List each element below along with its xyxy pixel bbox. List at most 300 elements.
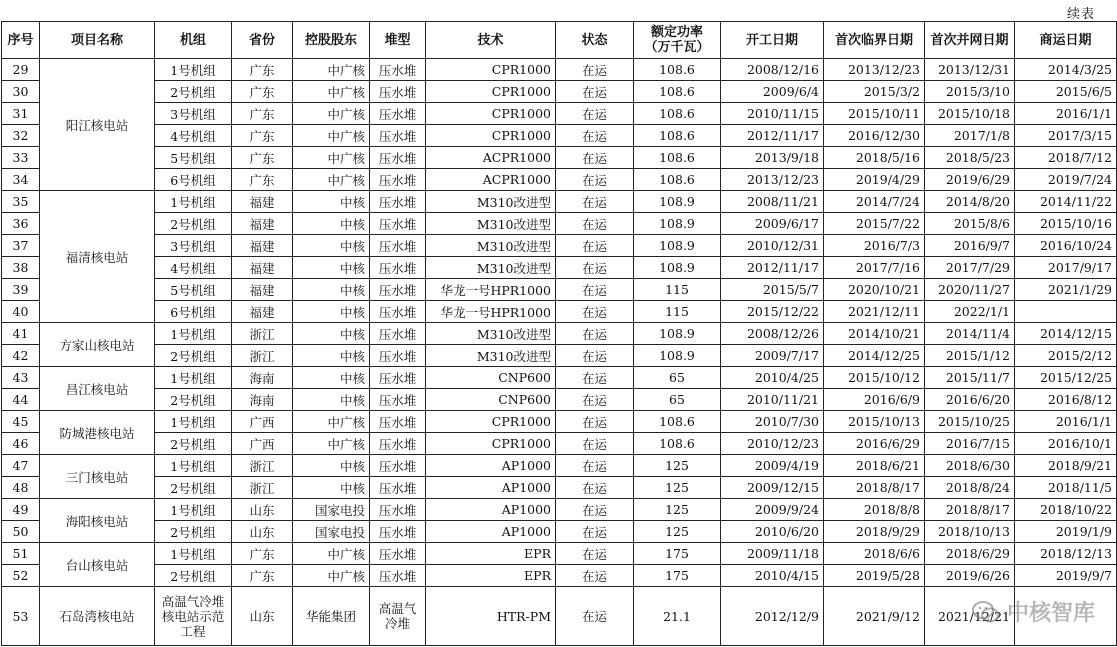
cell-critical: 2013/12/23 bbox=[824, 59, 925, 81]
cell-status: 在运 bbox=[556, 257, 634, 279]
cell-unit: 1号机组 bbox=[155, 59, 232, 81]
table-row bbox=[2, 301, 1117, 323]
header-reactor: 堆型 bbox=[370, 22, 426, 59]
cell-unit: 2号机组 bbox=[155, 521, 232, 543]
cell-no: 51 bbox=[2, 543, 40, 565]
header-project: 项目名称 bbox=[40, 22, 155, 59]
cell-start: 2010/11/15 bbox=[721, 103, 824, 125]
cell-no: 52 bbox=[2, 565, 40, 587]
cell-no: 30 bbox=[2, 81, 40, 103]
cell-status: 在运 bbox=[556, 191, 634, 213]
cell-commercial: 2015/6/5 bbox=[1015, 81, 1117, 103]
cell-unit: 2号机组 bbox=[155, 81, 232, 103]
cell-holding: 中广核 bbox=[293, 169, 370, 191]
table-row bbox=[2, 169, 1117, 191]
table-row bbox=[2, 565, 1117, 587]
cell-status: 在运 bbox=[556, 169, 634, 191]
cell-holding: 国家电投 bbox=[293, 521, 370, 543]
cell-no: 39 bbox=[2, 279, 40, 301]
header-power-line2: （万千瓦） bbox=[644, 40, 710, 55]
cell-grid: 2018/8/17 bbox=[925, 499, 1015, 521]
cell-grid: 2018/5/23 bbox=[925, 147, 1015, 169]
cell-holding: 中核 bbox=[293, 455, 370, 477]
cell-unit: 2号机组 bbox=[155, 433, 232, 455]
cell-status: 在运 bbox=[556, 389, 634, 411]
cell-start: 2009/12/15 bbox=[721, 477, 824, 499]
cell-unit: 4号机组 bbox=[155, 257, 232, 279]
cell-unit: 6号机组 bbox=[155, 169, 232, 191]
watermark bbox=[971, 596, 1095, 627]
cell-project: 防城港核电站 bbox=[40, 411, 155, 455]
cell-tech: AP1000 bbox=[426, 499, 556, 521]
cell-start: 2013/12/23 bbox=[721, 169, 824, 191]
cell-unit: 6号机组 bbox=[155, 301, 232, 323]
table-row bbox=[2, 323, 1117, 345]
cell-holding: 华能集团 bbox=[293, 587, 370, 646]
cell-critical: 2014/7/24 bbox=[824, 191, 925, 213]
cell-grid: 2017/7/29 bbox=[925, 257, 1015, 279]
cell-grid: 2022/1/1 bbox=[925, 301, 1015, 323]
cell-commercial: 2019/9/7 bbox=[1015, 565, 1117, 587]
cell-power: 125 bbox=[634, 521, 721, 543]
cell-commercial: 2014/3/25 bbox=[1015, 59, 1117, 81]
cell-tech: 华龙一号HPR1000 bbox=[426, 301, 556, 323]
cell-tech: CPR1000 bbox=[426, 103, 556, 125]
cell-holding: 中核 bbox=[293, 367, 370, 389]
cell-unit: 1号机组 bbox=[155, 191, 232, 213]
cell-start: 2010/6/20 bbox=[721, 521, 824, 543]
header-province: 省份 bbox=[232, 22, 293, 59]
cell-reactor: 压水堆 bbox=[370, 301, 426, 323]
cell-status: 在运 bbox=[556, 499, 634, 521]
cell-start: 2012/11/17 bbox=[721, 257, 824, 279]
cell-commercial: 2018/10/22 bbox=[1015, 499, 1117, 521]
cell-province: 广西 bbox=[232, 411, 293, 433]
cell-critical: 2015/10/11 bbox=[824, 103, 925, 125]
cell-status: 在运 bbox=[556, 125, 634, 147]
cell-power: 108.9 bbox=[634, 213, 721, 235]
table-row bbox=[2, 477, 1117, 499]
cell-power: 125 bbox=[634, 477, 721, 499]
cell-reactor: 压水堆 bbox=[370, 81, 426, 103]
cell-status: 在运 bbox=[556, 103, 634, 125]
cell-province: 福建 bbox=[232, 279, 293, 301]
cell-no: 36 bbox=[2, 213, 40, 235]
cell-start: 2010/12/23 bbox=[721, 433, 824, 455]
cell-power: 108.6 bbox=[634, 433, 721, 455]
cell-commercial: 2015/2/12 bbox=[1015, 345, 1117, 367]
cell-project: 福清核电站 bbox=[40, 191, 155, 323]
cell-status: 在运 bbox=[556, 367, 634, 389]
cell-commercial: 2018/11/5 bbox=[1015, 477, 1117, 499]
cell-start: 2009/6/17 bbox=[721, 213, 824, 235]
cell-start: 2009/11/18 bbox=[721, 543, 824, 565]
cell-status: 在运 bbox=[556, 81, 634, 103]
cell-reactor: 压水堆 bbox=[370, 257, 426, 279]
cell-start: 2008/11/21 bbox=[721, 191, 824, 213]
cell-critical: 2020/10/21 bbox=[824, 279, 925, 301]
table-row bbox=[2, 543, 1117, 565]
cell-no: 49 bbox=[2, 499, 40, 521]
cell-reactor: 压水堆 bbox=[370, 191, 426, 213]
cell-province: 福建 bbox=[232, 235, 293, 257]
cell-power: 108.6 bbox=[634, 81, 721, 103]
cell-tech: M310改进型 bbox=[426, 257, 556, 279]
cell-critical: 2015/7/22 bbox=[824, 213, 925, 235]
cell-province: 广东 bbox=[232, 169, 293, 191]
cell-grid: 2015/10/25 bbox=[925, 411, 1015, 433]
cell-power: 115 bbox=[634, 279, 721, 301]
cell-tech: CPR1000 bbox=[426, 59, 556, 81]
cell-holding: 中广核 bbox=[293, 565, 370, 587]
cell-no: 29 bbox=[2, 59, 40, 81]
cell-commercial: 2015/12/25 bbox=[1015, 367, 1117, 389]
cell-tech: M310改进型 bbox=[426, 191, 556, 213]
cell-status: 在运 bbox=[556, 411, 634, 433]
cell-grid: 2015/10/18 bbox=[925, 103, 1015, 125]
cell-status: 在运 bbox=[556, 543, 634, 565]
cell-critical: 2016/6/29 bbox=[824, 433, 925, 455]
cell-reactor: 压水堆 bbox=[370, 213, 426, 235]
cell-critical: 2014/12/25 bbox=[824, 345, 925, 367]
cell-tech: M310改进型 bbox=[426, 323, 556, 345]
header-power-line1: 额定功率 bbox=[650, 25, 703, 40]
cell-no: 48 bbox=[2, 477, 40, 499]
cell-grid: 2016/6/20 bbox=[925, 389, 1015, 411]
cell-grid: 2013/12/31 bbox=[925, 59, 1015, 81]
cell-start: 2009/9/24 bbox=[721, 499, 824, 521]
cell-holding: 中广核 bbox=[293, 81, 370, 103]
cell-grid: 2014/8/20 bbox=[925, 191, 1015, 213]
cell-status: 在运 bbox=[556, 279, 634, 301]
cell-reactor: 压水堆 bbox=[370, 499, 426, 521]
cell-commercial: 2016/1/1 bbox=[1015, 411, 1117, 433]
cell-no: 33 bbox=[2, 147, 40, 169]
cell-no: 37 bbox=[2, 235, 40, 257]
cell-province: 浙江 bbox=[232, 477, 293, 499]
cell-province: 海南 bbox=[232, 367, 293, 389]
cell-province: 广东 bbox=[232, 565, 293, 587]
cell-grid: 2016/9/7 bbox=[925, 235, 1015, 257]
cell-tech: ACPR1000 bbox=[426, 169, 556, 191]
cell-critical: 2021/9/12 bbox=[824, 587, 925, 646]
cell-start: 2009/7/17 bbox=[721, 345, 824, 367]
cell-no: 46 bbox=[2, 433, 40, 455]
cell-holding: 中核 bbox=[293, 191, 370, 213]
cell-province: 广西 bbox=[232, 433, 293, 455]
table-row bbox=[2, 521, 1117, 543]
cell-project: 方家山核电站 bbox=[40, 323, 155, 367]
cell-holding: 中核 bbox=[293, 213, 370, 235]
header-no: 序号 bbox=[2, 22, 40, 59]
cell-province: 广东 bbox=[232, 103, 293, 125]
cell-tech: AP1000 bbox=[426, 477, 556, 499]
cell-unit: 高温气冷堆核电站示范工程 bbox=[155, 587, 232, 646]
cell-power: 108.6 bbox=[634, 411, 721, 433]
cell-status: 在运 bbox=[556, 587, 634, 646]
cell-no: 45 bbox=[2, 411, 40, 433]
cell-grid: 2017/1/8 bbox=[925, 125, 1015, 147]
cell-critical: 2016/12/30 bbox=[824, 125, 925, 147]
cell-reactor: 压水堆 bbox=[370, 543, 426, 565]
cell-tech: ACPR1000 bbox=[426, 147, 556, 169]
cell-reactor: 压水堆 bbox=[370, 345, 426, 367]
cell-holding: 中核 bbox=[293, 279, 370, 301]
cell-status: 在运 bbox=[556, 235, 634, 257]
cell-tech: M310改进型 bbox=[426, 235, 556, 257]
cell-status: 在运 bbox=[556, 301, 634, 323]
cell-status: 在运 bbox=[556, 323, 634, 345]
cell-critical: 2018/9/29 bbox=[824, 521, 925, 543]
continued-label: 续表 bbox=[1066, 7, 1095, 22]
cell-province: 广东 bbox=[232, 543, 293, 565]
cell-critical: 2019/5/28 bbox=[824, 565, 925, 587]
cell-start: 2013/9/18 bbox=[721, 147, 824, 169]
cell-project: 阳江核电站 bbox=[40, 59, 155, 191]
cell-grid: 2019/6/26 bbox=[925, 565, 1015, 587]
cell-grid: 2018/10/13 bbox=[925, 521, 1015, 543]
header-unit: 机组 bbox=[155, 22, 232, 59]
cell-grid: 2020/11/27 bbox=[925, 279, 1015, 301]
cell-status: 在运 bbox=[556, 147, 634, 169]
cell-province: 福建 bbox=[232, 257, 293, 279]
cell-commercial: 2016/8/12 bbox=[1015, 389, 1117, 411]
cell-commercial: 2018/12/13 bbox=[1015, 543, 1117, 565]
cell-unit: 2号机组 bbox=[155, 345, 232, 367]
cell-power: 125 bbox=[634, 499, 721, 521]
cell-holding: 国家电投 bbox=[293, 499, 370, 521]
cell-no: 44 bbox=[2, 389, 40, 411]
cell-status: 在运 bbox=[556, 59, 634, 81]
cell-reactor: 压水堆 bbox=[370, 367, 426, 389]
header-grid: 首次并网日期 bbox=[925, 22, 1015, 59]
cell-no: 50 bbox=[2, 521, 40, 543]
cell-province: 山东 bbox=[232, 521, 293, 543]
cell-grid: 2018/6/30 bbox=[925, 455, 1015, 477]
table-row bbox=[2, 411, 1117, 433]
cell-power: 175 bbox=[634, 565, 721, 587]
cell-power: 108.6 bbox=[634, 103, 721, 125]
cell-grid: 2015/8/6 bbox=[925, 213, 1015, 235]
cell-start: 2008/12/16 bbox=[721, 59, 824, 81]
cell-province: 浙江 bbox=[232, 455, 293, 477]
header-critical: 首次临界日期 bbox=[824, 22, 925, 59]
cell-critical: 2018/8/8 bbox=[824, 499, 925, 521]
cell-unit: 2号机组 bbox=[155, 389, 232, 411]
cell-tech: M310改进型 bbox=[426, 345, 556, 367]
cell-critical: 2017/7/16 bbox=[824, 257, 925, 279]
cell-province: 福建 bbox=[232, 301, 293, 323]
cell-province: 福建 bbox=[232, 213, 293, 235]
cell-project: 台山核电站 bbox=[40, 543, 155, 587]
cell-start: 2008/12/26 bbox=[721, 323, 824, 345]
cell-commercial: 2016/1/1 bbox=[1015, 103, 1117, 125]
cell-tech: CPR1000 bbox=[426, 411, 556, 433]
cell-reactor: 压水堆 bbox=[370, 103, 426, 125]
table-row bbox=[2, 367, 1117, 389]
table-row bbox=[2, 125, 1117, 147]
cell-critical: 2018/6/6 bbox=[824, 543, 925, 565]
cell-start: 2015/12/22 bbox=[721, 301, 824, 323]
cell-reactor: 压水堆 bbox=[370, 455, 426, 477]
table-header bbox=[2, 22, 1117, 59]
cell-reactor: 压水堆 bbox=[370, 125, 426, 147]
cell-reactor: 压水堆 bbox=[370, 521, 426, 543]
table-row bbox=[2, 279, 1117, 301]
cell-start: 2015/5/7 bbox=[721, 279, 824, 301]
cell-project: 海阳核电站 bbox=[40, 499, 155, 543]
cell-no: 42 bbox=[2, 345, 40, 367]
cell-province: 山东 bbox=[232, 499, 293, 521]
cell-tech: CPR1000 bbox=[426, 125, 556, 147]
cell-unit: 3号机组 bbox=[155, 103, 232, 125]
cell-tech: EPR bbox=[426, 565, 556, 587]
cell-reactor: 压水堆 bbox=[370, 389, 426, 411]
cell-tech: AP1000 bbox=[426, 455, 556, 477]
cell-grid: 2015/11/7 bbox=[925, 367, 1015, 389]
cell-unit: 1号机组 bbox=[155, 499, 232, 521]
cell-unit: 2号机组 bbox=[155, 213, 232, 235]
cell-power: 108.6 bbox=[634, 147, 721, 169]
cell-commercial: 2017/9/17 bbox=[1015, 257, 1117, 279]
cell-power: 21.1 bbox=[634, 587, 721, 646]
cell-unit: 2号机组 bbox=[155, 565, 232, 587]
cell-province: 福建 bbox=[232, 191, 293, 213]
cell-no: 41 bbox=[2, 323, 40, 345]
cell-holding: 中广核 bbox=[293, 103, 370, 125]
cell-reactor: 压水堆 bbox=[370, 59, 426, 81]
cell-holding: 中核 bbox=[293, 257, 370, 279]
cell-critical: 2021/12/11 bbox=[824, 301, 925, 323]
table-row bbox=[2, 213, 1117, 235]
header-holding: 控股股东 bbox=[293, 22, 370, 59]
cell-power: 108.6 bbox=[634, 59, 721, 81]
cell-unit: 5号机组 bbox=[155, 279, 232, 301]
cell-holding: 中核 bbox=[293, 301, 370, 323]
table-row bbox=[2, 147, 1117, 169]
cell-commercial: 2016/10/24 bbox=[1015, 235, 1117, 257]
cell-power: 65 bbox=[634, 367, 721, 389]
cell-status: 在运 bbox=[556, 433, 634, 455]
table-row bbox=[2, 81, 1117, 103]
cell-status: 在运 bbox=[556, 213, 634, 235]
cell-status: 在运 bbox=[556, 455, 634, 477]
cell-grid: 2015/3/10 bbox=[925, 81, 1015, 103]
cell-grid: 2018/6/29 bbox=[925, 543, 1015, 565]
cell-tech: M310改进型 bbox=[426, 213, 556, 235]
table-row bbox=[2, 103, 1117, 125]
cell-holding: 中核 bbox=[293, 235, 370, 257]
cell-reactor: 压水堆 bbox=[370, 323, 426, 345]
cell-critical: 2019/4/29 bbox=[824, 169, 925, 191]
cell-holding: 中核 bbox=[293, 389, 370, 411]
cell-grid: 2018/8/24 bbox=[925, 477, 1015, 499]
cell-no: 35 bbox=[2, 191, 40, 213]
cell-status: 在运 bbox=[556, 345, 634, 367]
table-row bbox=[2, 345, 1117, 367]
cell-province: 广东 bbox=[232, 81, 293, 103]
cell-reactor: 压水堆 bbox=[370, 169, 426, 191]
cell-power: 175 bbox=[634, 543, 721, 565]
cell-project: 三门核电站 bbox=[40, 455, 155, 499]
cell-commercial: 2019/1/9 bbox=[1015, 521, 1117, 543]
cell-tech: HTR-PM bbox=[426, 587, 556, 646]
cell-power: 108.9 bbox=[634, 191, 721, 213]
cell-critical: 2018/8/17 bbox=[824, 477, 925, 499]
cell-holding: 中广核 bbox=[293, 59, 370, 81]
cell-grid: 2021/12/21 bbox=[925, 587, 1015, 646]
cell-no: 34 bbox=[2, 169, 40, 191]
cell-unit: 2号机组 bbox=[155, 477, 232, 499]
cell-commercial: 2014/11/22 bbox=[1015, 191, 1117, 213]
cell-power: 108.6 bbox=[634, 125, 721, 147]
cell-commercial: 2021/1/29 bbox=[1015, 279, 1117, 301]
cell-no: 40 bbox=[2, 301, 40, 323]
table-row bbox=[2, 257, 1117, 279]
cell-reactor: 压水堆 bbox=[370, 477, 426, 499]
header-commercial: 商运日期 bbox=[1015, 22, 1117, 59]
table-row bbox=[2, 389, 1117, 411]
cell-no: 53 bbox=[2, 587, 40, 646]
cell-critical: 2016/7/3 bbox=[824, 235, 925, 257]
cell-critical: 2018/6/21 bbox=[824, 455, 925, 477]
cell-grid: 2015/1/12 bbox=[925, 345, 1015, 367]
cell-province: 广东 bbox=[232, 59, 293, 81]
cell-unit: 3号机组 bbox=[155, 235, 232, 257]
cell-reactor: 压水堆 bbox=[370, 235, 426, 257]
cell-holding: 中广核 bbox=[293, 147, 370, 169]
table-row bbox=[2, 455, 1117, 477]
cell-commercial: 2019/7/24 bbox=[1015, 169, 1117, 191]
cell-tech: CPR1000 bbox=[426, 81, 556, 103]
cell-reactor: 压水堆 bbox=[370, 279, 426, 301]
cell-holding: 中核 bbox=[293, 323, 370, 345]
cell-tech: 华龙一号HPR1000 bbox=[426, 279, 556, 301]
cell-province: 浙江 bbox=[232, 345, 293, 367]
table-row bbox=[2, 433, 1117, 455]
cell-power: 108.9 bbox=[634, 257, 721, 279]
nuclear-plant-table bbox=[1, 21, 1117, 646]
cell-start: 2012/12/9 bbox=[721, 587, 824, 646]
table-row bbox=[2, 59, 1117, 81]
watermark-text: 中核智库 bbox=[1006, 601, 1095, 626]
cell-critical: 2018/5/16 bbox=[824, 147, 925, 169]
table-row bbox=[2, 191, 1117, 213]
cell-power: 108.6 bbox=[634, 169, 721, 191]
cell-critical: 2014/10/21 bbox=[824, 323, 925, 345]
cell-unit: 5号机组 bbox=[155, 147, 232, 169]
table-row bbox=[2, 235, 1117, 257]
cell-province: 广东 bbox=[232, 125, 293, 147]
cell-province: 海南 bbox=[232, 389, 293, 411]
cell-unit: 1号机组 bbox=[155, 543, 232, 565]
cell-start: 2009/6/4 bbox=[721, 81, 824, 103]
cell-no: 31 bbox=[2, 103, 40, 125]
cell-commercial: 2016/10/1 bbox=[1015, 433, 1117, 455]
cell-grid: 2014/11/4 bbox=[925, 323, 1015, 345]
cell-commercial: 2015/10/16 bbox=[1015, 213, 1117, 235]
cell-reactor: 压水堆 bbox=[370, 411, 426, 433]
cell-power: 125 bbox=[634, 455, 721, 477]
cell-unit: 1号机组 bbox=[155, 455, 232, 477]
wechat-icon bbox=[971, 600, 1001, 624]
cell-project: 昌江核电站 bbox=[40, 367, 155, 411]
cell-grid: 2016/7/15 bbox=[925, 433, 1015, 455]
cell-reactor: 压水堆 bbox=[370, 565, 426, 587]
cell-power: 65 bbox=[634, 389, 721, 411]
cell-reactor: 压水堆 bbox=[370, 147, 426, 169]
cell-tech: CNP600 bbox=[426, 389, 556, 411]
